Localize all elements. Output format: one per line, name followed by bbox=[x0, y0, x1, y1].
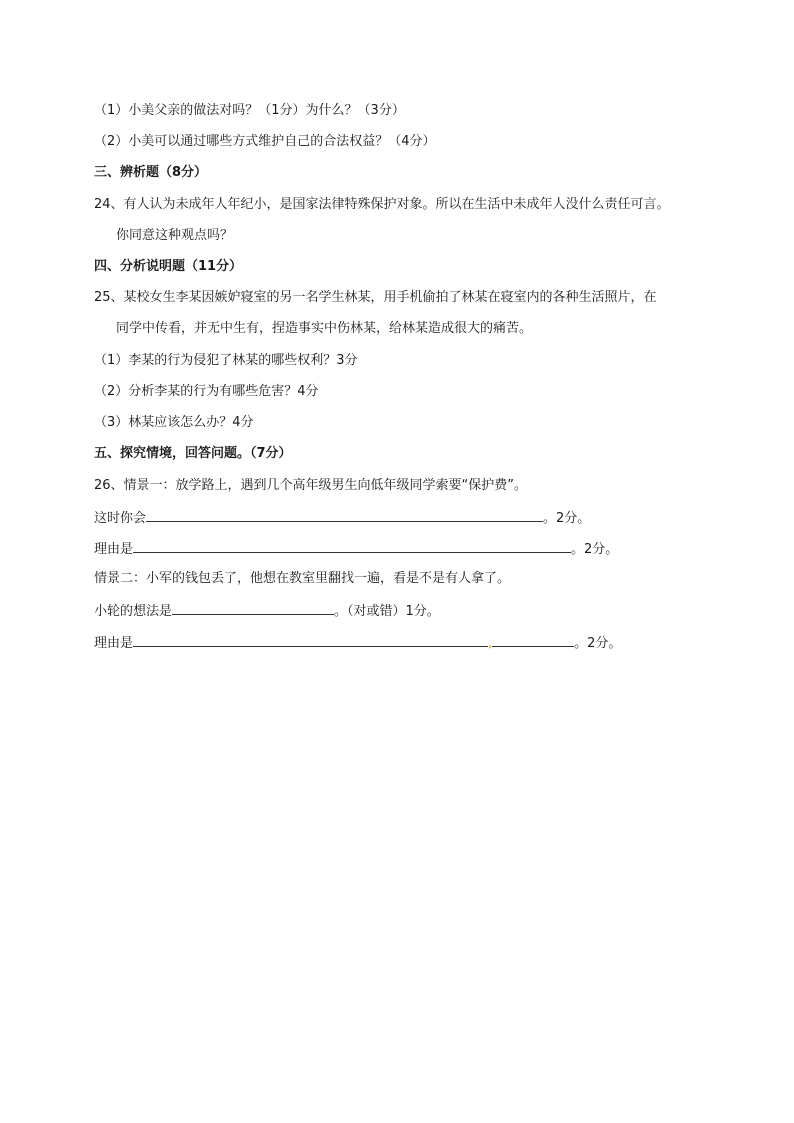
reason1-blank[interactable] bbox=[133, 539, 571, 553]
prompt1-blank[interactable] bbox=[146, 508, 543, 522]
reason2-blank[interactable] bbox=[133, 633, 488, 647]
q25-sub3: （3）林某应该怎么办？4分 bbox=[94, 415, 254, 430]
q26-scene1: 26、情景一：放学路上，遇到几个高年级男生向低年级同学索要“保护费”。 bbox=[94, 478, 528, 493]
reason2-label: 理由是 bbox=[94, 636, 134, 651]
stray-mark-icon: , bbox=[488, 636, 493, 651]
q25-line1: 25、某校女生李某因嫉妒寝室的另一名学生林某，用手机偷拍了林某在寝室内的各种生活照片，在 bbox=[94, 290, 657, 305]
prompt2-blank[interactable] bbox=[172, 601, 334, 615]
q24-line2: 你同意这种观点吗？ bbox=[116, 228, 234, 243]
q24-line1: 24、有人认为未成年人年纪小，是国家法律特殊保护对象。所以在生活中未成年人没什么责任可言。 bbox=[94, 197, 670, 212]
scene2: 情景二：小军的钱包丢了，他想在教室里翻找一遍，看是不是有人拿了。 bbox=[94, 571, 511, 586]
reason1-label: 理由是 bbox=[94, 542, 134, 557]
reason2-suffix: 。2分。 bbox=[574, 636, 622, 651]
reason2-row bbox=[94, 633, 621, 653]
reason1-suffix: 。2分。 bbox=[571, 542, 619, 557]
prompt2-label: 小轮的想法是 bbox=[94, 604, 173, 619]
prompt1-label: 这时你会 bbox=[94, 511, 147, 526]
prompt2-row bbox=[94, 601, 440, 621]
prompt1-suffix: 。2分。 bbox=[543, 511, 591, 526]
prompt1-row bbox=[94, 508, 590, 528]
q23-sub1: （1）小美父亲的做法对吗？（1分）为什么？（3分） bbox=[94, 103, 405, 118]
q25-sub2: （2）分析李某的行为有哪些危害？4分 bbox=[94, 384, 319, 399]
section4-heading: 四、分析说明题（11分） bbox=[94, 259, 243, 274]
prompt2-suffix: 。（对或错）1分。 bbox=[334, 604, 440, 619]
section5-heading: 五、探究情境，回答问题。（7分） bbox=[94, 446, 292, 461]
q23-sub2: （2）小美可以通过哪些方式维护自己的合法权益？（4分） bbox=[94, 134, 436, 149]
q25-sub1: （1）李某的行为侵犯了林某的哪些权利？3分 bbox=[94, 353, 358, 368]
section3-heading: 三、辨析题（8分） bbox=[94, 165, 208, 180]
q25-line2: 同学中传看，并无中生有，捏造事实中伤林某，给林某造成很大的痛苦。 bbox=[116, 321, 533, 336]
reason1-row bbox=[94, 539, 618, 559]
reason2-blank-2[interactable] bbox=[492, 633, 574, 647]
